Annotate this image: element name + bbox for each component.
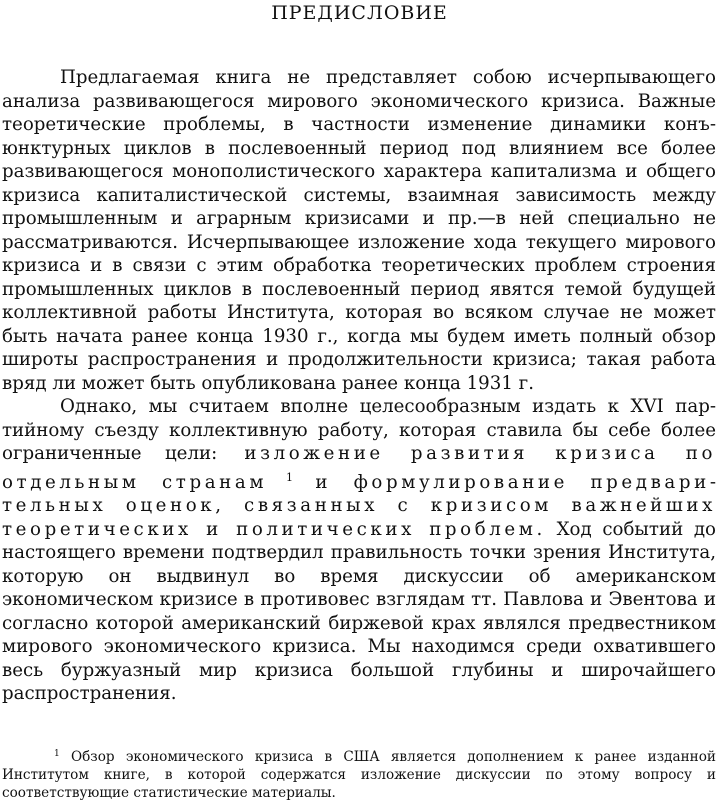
footnote-text: Обзор экономического кризиса в США является дополнением к ранее изданной Институтом книге, в которой содержатся изложение дискуссии по этому вопросу и соответствующие статистические материалы.	[2, 749, 716, 801]
paragraph-2-intro: Однако, мы считаем вполне целесообразным издать к XVI партийному съезду коллективную работу, которая ставила бы себе более ограниченные цели:	[2, 396, 716, 464]
page-heading: ПРЕДИСЛОВИЕ	[271, 2, 448, 24]
footnote-mark: 1	[54, 749, 60, 759]
paragraph-2-continuation: Ход событий до настоящего времени подтвердил правильность точки зрения Института, которую он выдвинул во время дискуссии об американском экономическом кризисе в противовес взглядам тт. Павлова и Эвентова и согласно которой американский биржевой крах являлся предвестником мирового экономического кризиса. Мы находимся среди охватившего весь буржуазный мир кризиса большой глубины и широчайшего распространения.	[2, 518, 716, 704]
footnote-body	[2, 745, 716, 802]
footnote	[2, 745, 716, 802]
paragraph-2-spaced-text-2: и формулирование предварительных оценок, связанных с кризисом важнейших теоретических и политических проблем.	[2, 471, 716, 540]
footnote-reference[interactable]: 1	[285, 470, 293, 484]
paragraph-2	[2, 395, 716, 706]
paragraph-2-spaced-text-1: изложение развития кризиса по отдельным странам	[2, 443, 716, 493]
body-text	[2, 66, 716, 706]
paragraph-1: Предлагаемая книга не представляет собою исчерпывающего анализа развивающегося мирового экономического кризиса. Важные теоретические проблемы, в частности изменение динамики конъюнктурных циклов в послевоенный период под влиянием все более развивающегося монополистического характера капитализма и общего кризиса капиталистической системы, взаимная зависимость между промышленным и аграрным кризисами и пр.—в ней специально не рассматриваются. Исчерпывающее изложение хода текущего мирового кризиса и в связи с этим обработка теоретических проблем строения промышленных циклов в послевоенный период явятся темой будущей коллективной работы Института, которая во всяком случае не может быть начата ранее конца 1930 г., когда мы будем иметь полный обзор широты распространения и продолжительности кризиса; такая работа вряд ли может быть опубликована ранее конца 1931 г.	[2, 67, 716, 394]
